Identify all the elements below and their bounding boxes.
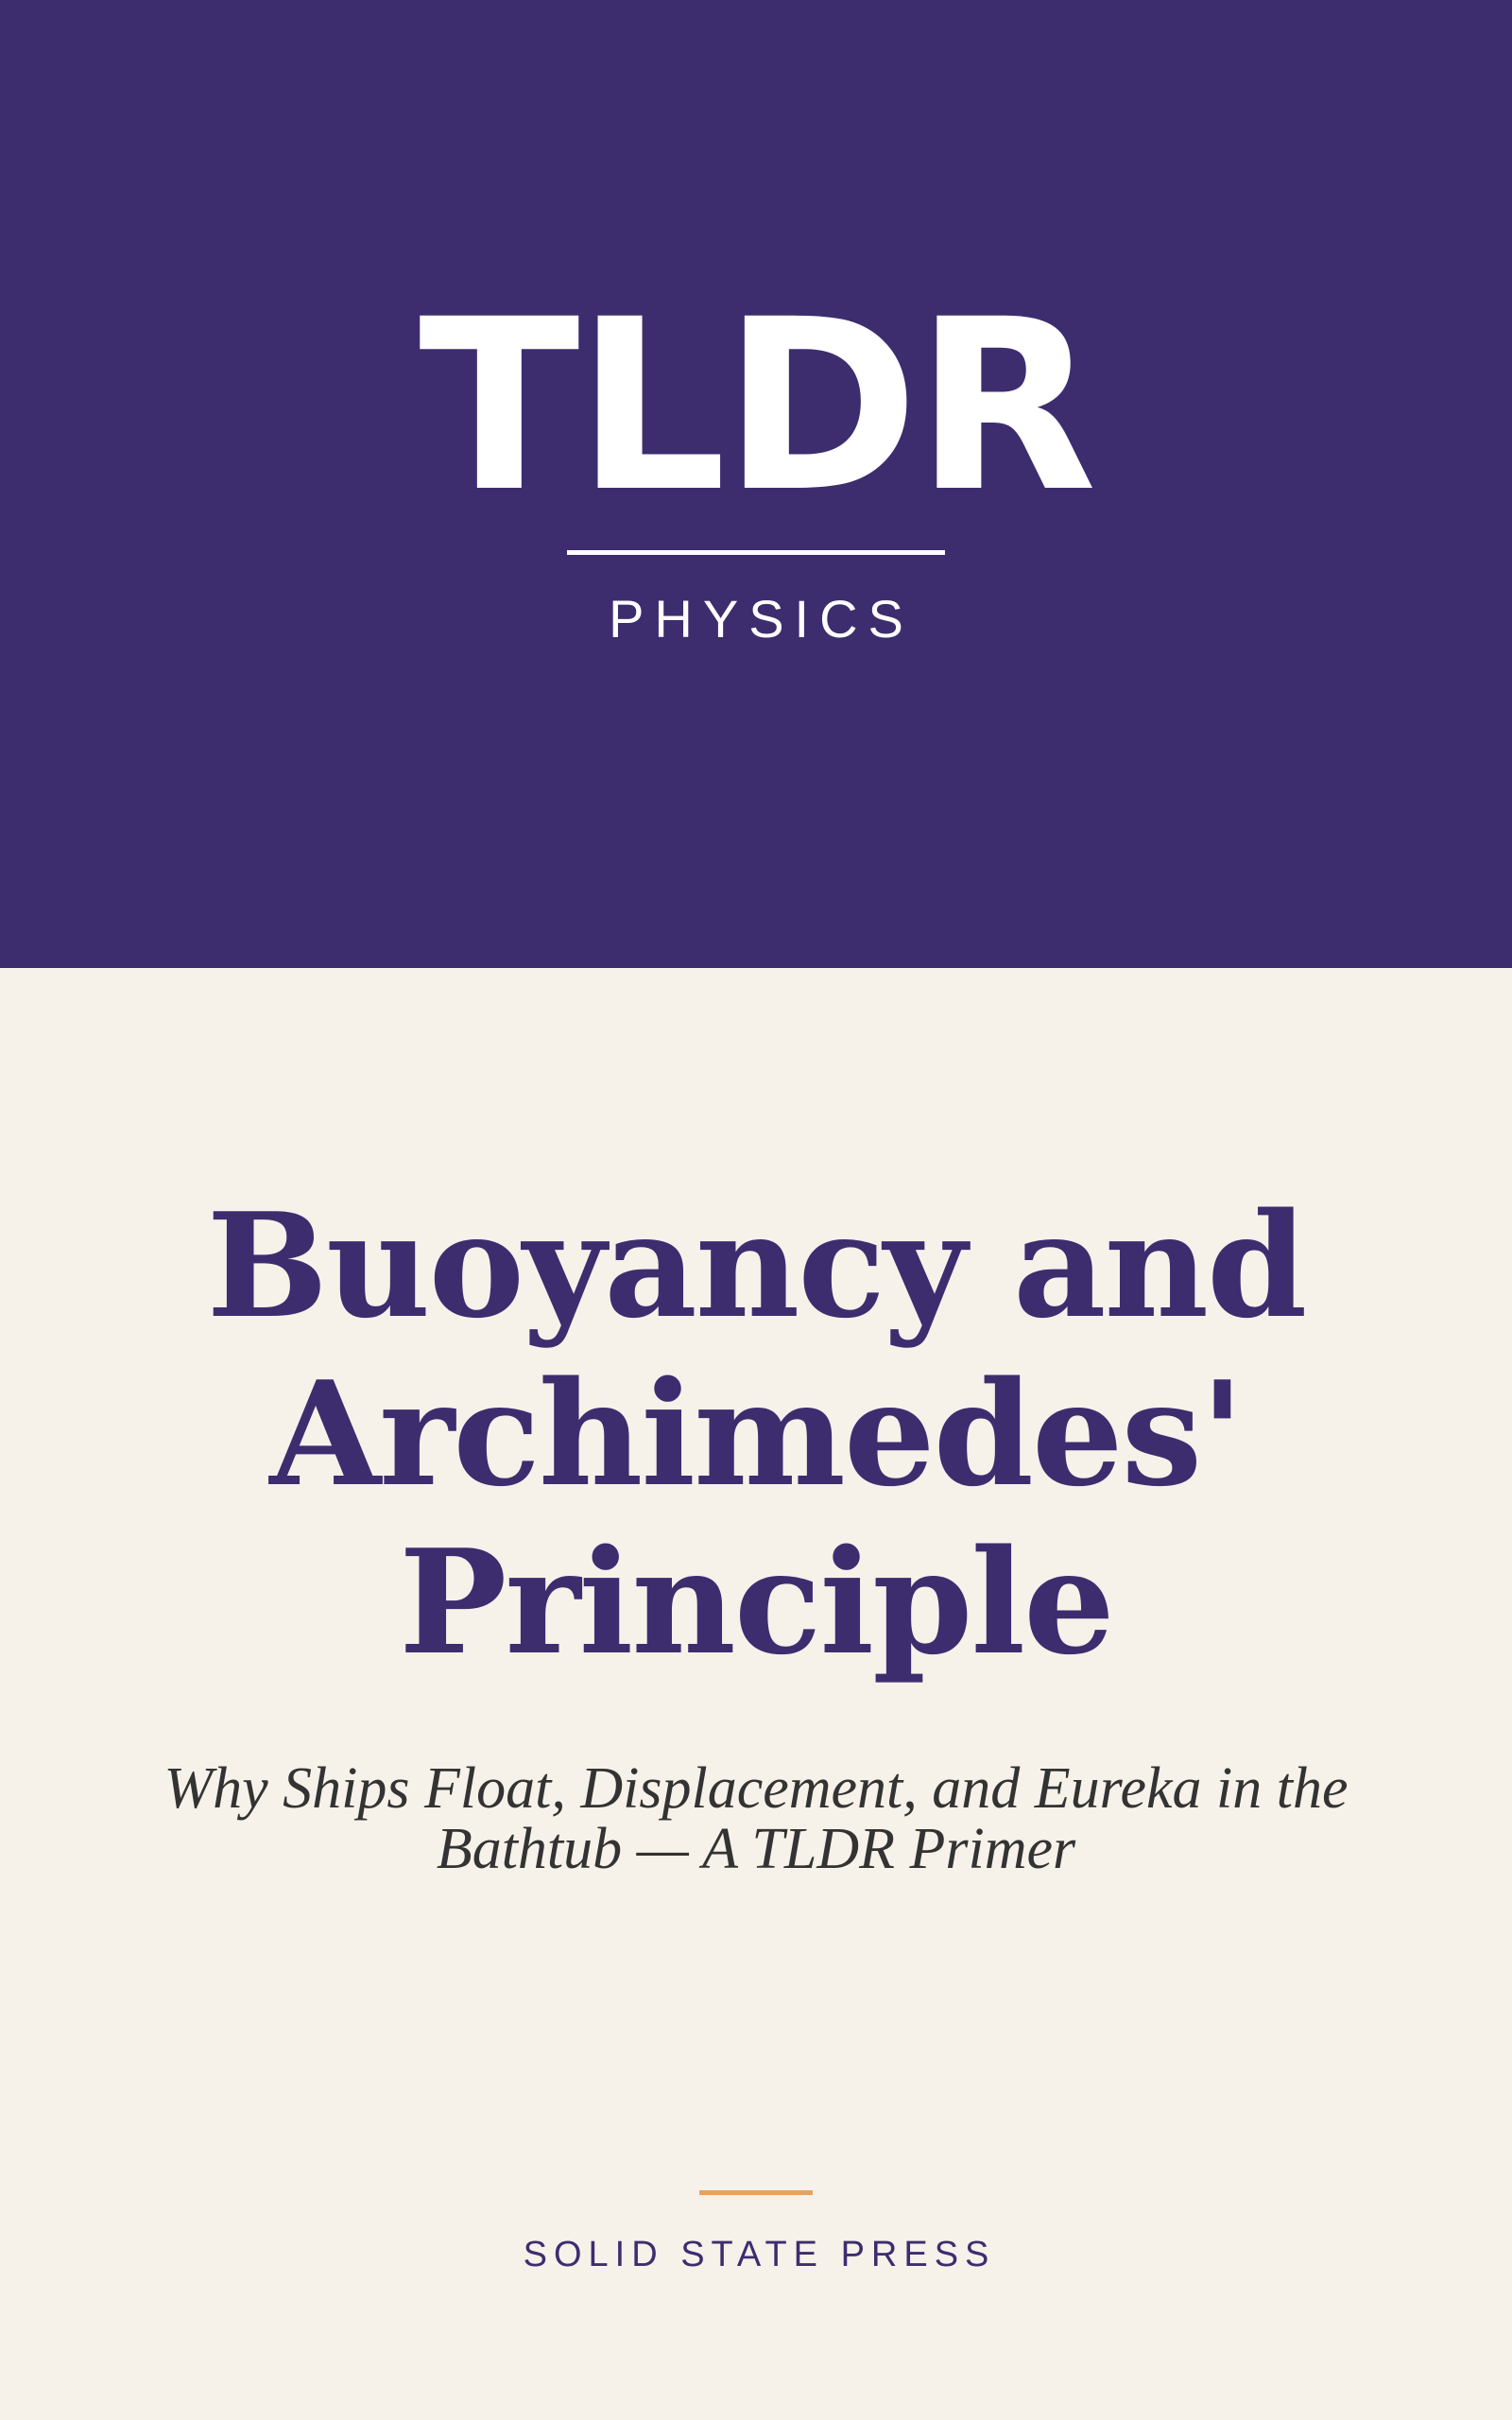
series-logo: TLDR: [419, 268, 1093, 544]
accent-divider: [699, 2190, 813, 2195]
category-label: PHYSICS: [609, 589, 914, 648]
book-subtitle: Why Ships Float, Displacement, and Eureka in the Bathtub — A TLDR Primer: [163, 1756, 1349, 1881]
book-title: Buoyancy and Archimedes' Principle: [206, 1181, 1306, 1686]
logo-divider: [567, 550, 945, 555]
header-band: [0, 0, 1512, 968]
publisher-name: SOLID STATE PRESS: [523, 2235, 996, 2274]
